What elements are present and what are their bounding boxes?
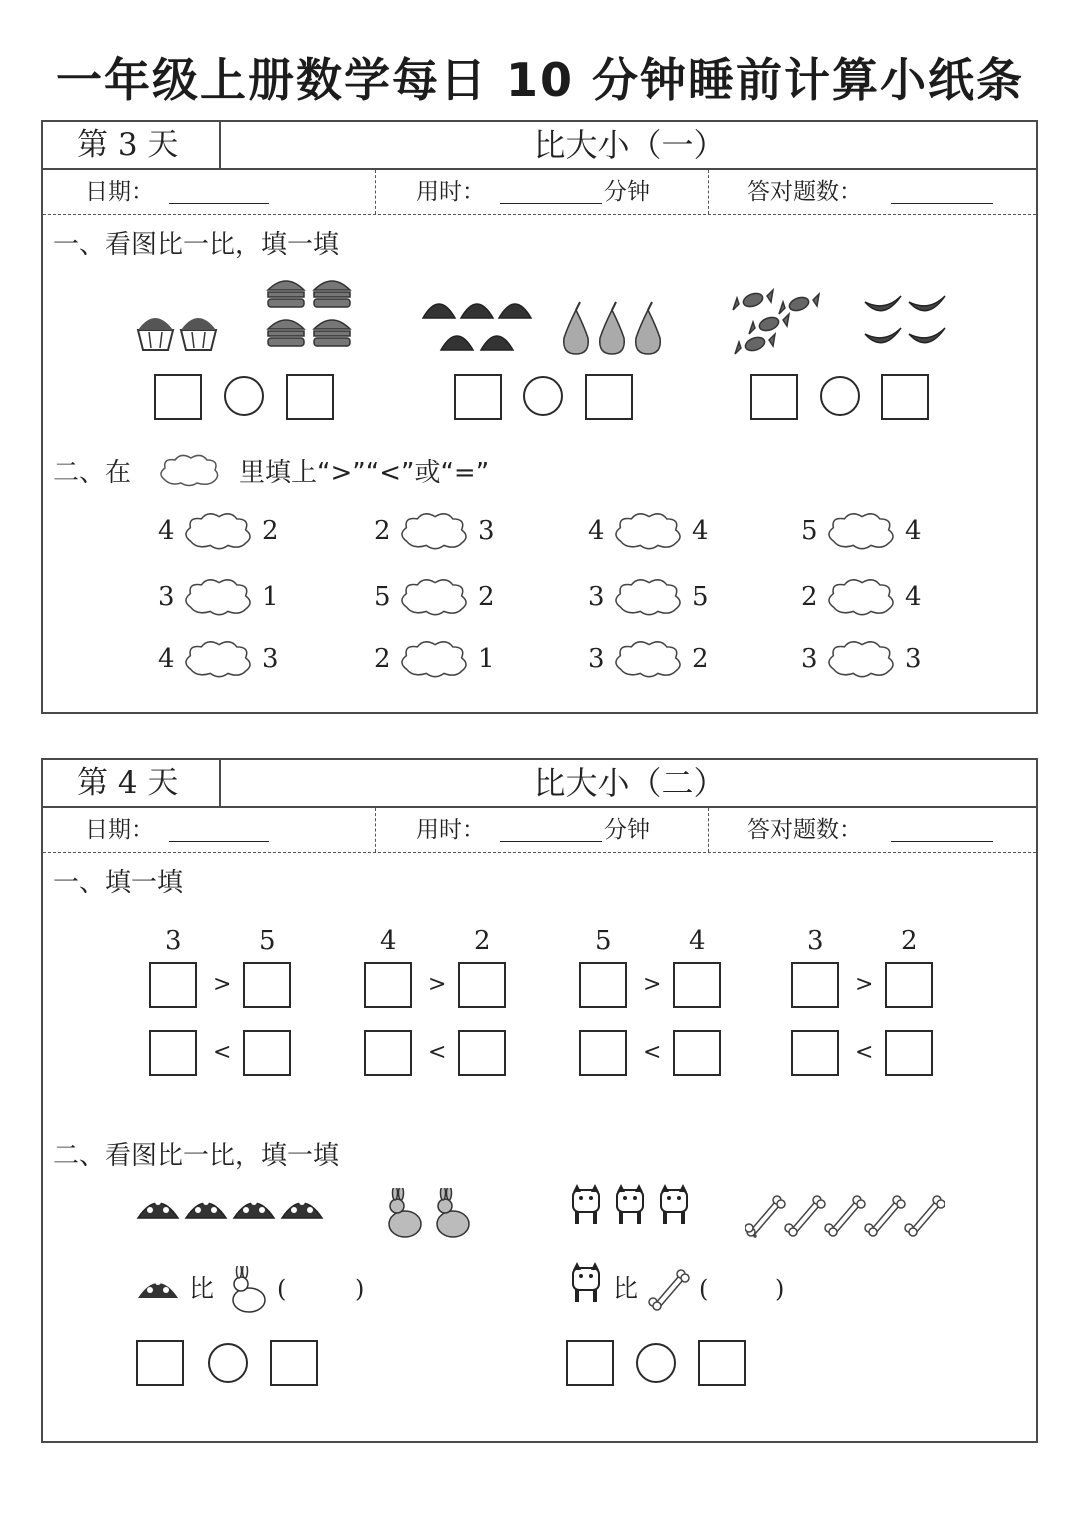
cloud-answer-slot[interactable] (821, 638, 901, 680)
left-number: 2 (801, 582, 818, 612)
answer-box[interactable] (149, 1030, 197, 1076)
answer-blank[interactable] (717, 1272, 771, 1302)
right-number: 5 (692, 582, 709, 612)
cloud-answer-slot[interactable] (821, 576, 901, 618)
score-cell (709, 808, 1039, 852)
burger-icon (265, 272, 357, 354)
greater-than-sign: > (428, 972, 447, 997)
answer-box[interactable] (881, 374, 929, 420)
day4-card (41, 758, 1038, 1443)
time-unit: 分钟 (604, 817, 650, 843)
topic-title: 比大小（二） (533, 764, 726, 802)
greater-than-sign: > (213, 972, 232, 997)
answer-box[interactable] (286, 374, 334, 420)
card-header (43, 760, 1036, 808)
left-number: 5 (801, 516, 818, 546)
answer-box[interactable] (458, 1030, 506, 1076)
date-label: 日期： (85, 179, 154, 205)
right-number: 4 (692, 516, 709, 546)
given-number: 5 (595, 926, 612, 956)
paren-open: ( (699, 1275, 709, 1303)
info-row (43, 170, 1036, 215)
pig-icon (569, 1184, 693, 1228)
answer-circle[interactable] (523, 376, 563, 416)
answer-box[interactable] (364, 1030, 412, 1076)
less-than-sign: < (855, 1040, 874, 1065)
given-number: 4 (380, 926, 397, 956)
info-row (43, 808, 1036, 853)
day3-card (41, 120, 1038, 714)
day-label: 第 3 天 (43, 122, 221, 168)
left-number: 4 (588, 516, 605, 546)
right-number: 3 (478, 516, 495, 546)
answer-box[interactable] (791, 962, 839, 1008)
cloud-answer-slot[interactable] (178, 576, 258, 618)
watermelon-slice-icon (419, 290, 535, 354)
rabbit-icon (225, 1266, 271, 1314)
given-number: 2 (474, 926, 491, 956)
answer-box[interactable] (243, 962, 291, 1008)
left-number: 3 (801, 644, 818, 674)
time-label: 用时： (416, 179, 485, 205)
pear-icon (558, 300, 666, 356)
right-number: 1 (262, 582, 279, 612)
time-label: 用时： (416, 817, 485, 843)
left-number: 5 (374, 582, 391, 612)
answer-circle[interactable] (636, 1343, 676, 1383)
right-number: 4 (905, 516, 922, 546)
cupcake-icon (133, 300, 223, 354)
cloud-answer-slot[interactable] (821, 510, 901, 552)
left-number: 2 (374, 644, 391, 674)
less-than-sign: < (643, 1040, 662, 1065)
cloud-answer-slot[interactable] (608, 638, 688, 680)
cloud-answer-slot[interactable] (178, 638, 258, 680)
score-blank[interactable] (891, 841, 993, 842)
answer-box[interactable] (579, 962, 627, 1008)
paren-close: ) (775, 1275, 785, 1303)
right-number: 3 (905, 644, 922, 674)
given-number: 5 (259, 926, 276, 956)
answer-box[interactable] (454, 374, 502, 420)
banana-icon (863, 292, 949, 356)
answer-box[interactable] (585, 374, 633, 420)
right-number: 2 (478, 582, 495, 612)
date-blank[interactable] (169, 841, 269, 842)
answer-box[interactable] (698, 1340, 746, 1386)
answer-circle[interactable] (224, 376, 264, 416)
right-number: 2 (692, 644, 709, 674)
time-unit: 分钟 (604, 179, 650, 205)
score-blank[interactable] (891, 203, 993, 204)
cloud-icon (157, 452, 221, 488)
time-cell (376, 808, 709, 852)
section-title-suffix: 里填上“>”“<”或“=” (239, 458, 490, 488)
paren-open: ( (277, 1275, 287, 1303)
mushroom-icon (136, 1188, 328, 1222)
answer-box[interactable] (136, 1340, 184, 1386)
answer-box[interactable] (885, 1030, 933, 1076)
compare-word: 比 (189, 1274, 215, 1303)
answer-box[interactable] (579, 1030, 627, 1076)
left-number: 4 (158, 516, 175, 546)
time-blank[interactable] (500, 841, 602, 842)
less-than-sign: < (428, 1040, 447, 1065)
date-cell (43, 170, 376, 214)
date-blank[interactable] (169, 203, 269, 204)
answer-box[interactable] (566, 1340, 614, 1386)
given-number: 4 (689, 926, 706, 956)
answer-box[interactable] (154, 374, 202, 420)
greater-than-sign: > (643, 972, 662, 997)
day-label: 第 4 天 (43, 760, 221, 806)
answer-box[interactable] (673, 962, 721, 1008)
answer-box[interactable] (364, 962, 412, 1008)
compare-word: 比 (613, 1274, 639, 1303)
answer-circle[interactable] (208, 1343, 248, 1383)
less-than-sign: < (213, 1040, 232, 1065)
score-label: 答对题数： (747, 817, 862, 843)
mushroom-icon (136, 1268, 182, 1300)
given-number: 3 (807, 926, 824, 956)
answer-circle[interactable] (820, 376, 860, 416)
bone-icon (647, 1264, 691, 1312)
right-number: 1 (478, 644, 495, 674)
section-title: 一、填一填 (53, 868, 184, 898)
given-number: 3 (165, 926, 182, 956)
cloud-answer-slot[interactable] (394, 638, 474, 680)
given-number: 2 (901, 926, 918, 956)
bone-icon (745, 1188, 945, 1238)
answer-box[interactable] (149, 962, 197, 1008)
answer-box[interactable] (673, 1030, 721, 1076)
date-label: 日期： (85, 817, 154, 843)
card-header (43, 122, 1036, 170)
cloud-answer-slot[interactable] (608, 576, 688, 618)
section-title: 一、看图比一比，填一填 (53, 230, 340, 260)
answer-box[interactable] (243, 1030, 291, 1076)
cloud-answer-slot[interactable] (394, 510, 474, 552)
topic-title: 比大小（一） (533, 126, 726, 164)
time-cell (376, 170, 709, 214)
left-number: 3 (158, 582, 175, 612)
left-number: 4 (158, 644, 175, 674)
rabbit-icon (383, 1188, 479, 1240)
score-label: 答对题数： (747, 179, 862, 205)
right-number: 2 (262, 516, 279, 546)
answer-box[interactable] (885, 962, 933, 1008)
section-title: 二、看图比一比，填一填 (53, 1141, 340, 1171)
page-title: 一年级上册数学每日 10 分钟睡前计算小纸条 (55, 53, 1025, 107)
cloud-answer-slot[interactable] (178, 510, 258, 552)
right-number: 4 (905, 582, 922, 612)
answer-box[interactable] (791, 1030, 839, 1076)
answer-box[interactable] (270, 1340, 318, 1386)
candy-icon (731, 288, 823, 356)
score-cell (709, 170, 1039, 214)
left-number: 2 (374, 516, 391, 546)
answer-blank[interactable] (295, 1272, 349, 1302)
answer-box[interactable] (458, 962, 506, 1008)
pig-icon (571, 1262, 601, 1306)
left-number: 3 (588, 644, 605, 674)
date-cell (43, 808, 376, 852)
time-blank[interactable] (500, 203, 602, 204)
right-number: 3 (262, 644, 279, 674)
section-title: 二、在 (53, 458, 132, 488)
cloud-answer-slot[interactable] (608, 510, 688, 552)
cloud-answer-slot[interactable] (394, 576, 474, 618)
paren-close: ) (355, 1275, 365, 1303)
left-number: 3 (588, 582, 605, 612)
greater-than-sign: > (855, 972, 874, 997)
answer-box[interactable] (750, 374, 798, 420)
